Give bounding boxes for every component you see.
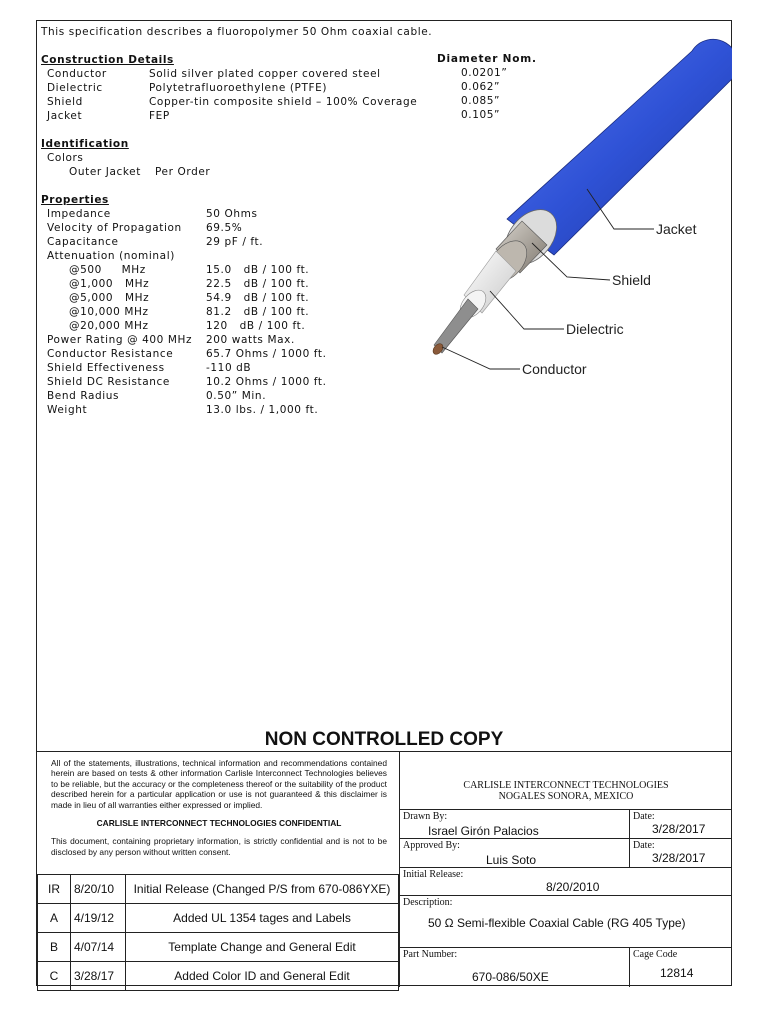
drawn-by-label: Drawn By: bbox=[403, 811, 448, 822]
property-name: @1,000 MHz bbox=[69, 278, 150, 290]
identification-section bbox=[41, 137, 341, 179]
property-name: Bend Radius bbox=[47, 390, 120, 402]
coax-cable-illustration bbox=[392, 29, 732, 381]
diameter-value: 0.105” bbox=[461, 109, 501, 121]
revision-description: Added UL 1354 tages and Labels bbox=[126, 904, 399, 933]
property-row bbox=[41, 221, 401, 235]
property-value: 15.0 dB / 100 ft. bbox=[206, 264, 310, 276]
property-name: Power Rating @ 400 MHz bbox=[47, 334, 193, 346]
outer-jacket-value: Per Order bbox=[155, 166, 211, 178]
property-row bbox=[41, 235, 401, 249]
drawn-by-cell bbox=[400, 810, 630, 839]
part-number-label: Part Number: bbox=[403, 949, 458, 960]
diameter-value: 0.0201” bbox=[461, 67, 508, 79]
initial-release-label: Initial Release: bbox=[403, 869, 464, 880]
confidential-title: CARLISLE INTERCONNECT TECHNOLOGIES CONFIDENTIAL bbox=[96, 818, 342, 829]
property-name: @5,000 MHz bbox=[69, 292, 150, 304]
property-name: Conductor Resistance bbox=[47, 348, 174, 360]
property-name: Shield DC Resistance bbox=[47, 376, 170, 388]
company-name: CARLISLE INTERCONNECT TECHNOLOGIES bbox=[463, 780, 669, 791]
property-value: 0.50” Min. bbox=[206, 390, 267, 402]
property-value: 22.5 dB / 100 ft. bbox=[206, 278, 310, 290]
revision-date: 4/07/14 bbox=[71, 933, 126, 962]
colors-label: Colors bbox=[47, 152, 84, 164]
property-row bbox=[41, 389, 401, 403]
properties-section bbox=[41, 193, 401, 417]
properties-title: Properties bbox=[41, 194, 109, 206]
property-value: 81.2 dB / 100 ft. bbox=[206, 306, 310, 318]
non-controlled-copy-heading: NON CONTROLLED COPY bbox=[264, 729, 504, 750]
property-row bbox=[41, 333, 401, 347]
property-value: 29 pF / ft. bbox=[206, 236, 264, 248]
property-row bbox=[41, 263, 401, 277]
construction-part-desc: Copper-tin composite shield – 100% Coverage bbox=[149, 96, 418, 108]
property-name: @10,000 MHz bbox=[69, 306, 149, 318]
spec-sheet bbox=[36, 20, 732, 986]
spec-description: This specification describes a fluoropolymer 50 Ohm coaxial cable. bbox=[41, 26, 433, 38]
conductor-shape bbox=[431, 299, 478, 356]
description-value: 50 Ω Semi-flexible Coaxial Cable (RG 405 Type) bbox=[428, 916, 686, 930]
identification-title: Identification bbox=[41, 138, 129, 150]
revision-letter: C bbox=[38, 962, 71, 991]
company-location: NOGALES SONORA, MEXICO bbox=[498, 791, 634, 802]
property-value: 200 watts Max. bbox=[206, 334, 295, 346]
property-row bbox=[41, 403, 401, 417]
revision-table bbox=[37, 874, 399, 987]
property-row bbox=[41, 277, 401, 291]
initial-release-cell bbox=[400, 868, 732, 896]
property-value: 10.2 Ohms / 1000 ft. bbox=[206, 376, 327, 388]
drawn-date-value: 3/28/2017 bbox=[652, 822, 706, 836]
approved-date-cell bbox=[630, 839, 732, 868]
approved-by-value: Luis Soto bbox=[486, 853, 537, 867]
revision-row bbox=[38, 904, 399, 933]
construction-part-name: Jacket bbox=[47, 110, 83, 122]
jacket-label: Jacket bbox=[656, 221, 697, 237]
property-name: Velocity of Propagation bbox=[47, 222, 182, 234]
diameter-value: 0.085” bbox=[461, 95, 501, 107]
company-cell bbox=[400, 752, 732, 810]
property-value: 50 Ohms bbox=[206, 208, 258, 220]
disclaimer-block bbox=[37, 752, 399, 874]
approved-date-value: 3/28/2017 bbox=[652, 851, 706, 865]
property-name: Shield Effectiveness bbox=[47, 362, 165, 374]
revision-letter: IR bbox=[38, 875, 71, 904]
title-block-right bbox=[399, 752, 732, 987]
disclaimer-text: All of the statements, illustrations, technical information and recommendations contained herein are based on tests & other information Carlisle Interconnect Technologies believes to be reliable, but the accuracy or the completeness thereof or the suitability of the product described herein for a particular application or use is not guaranteed & this disclaimer is made in lieu of all warranties either expressed or implied. bbox=[51, 758, 387, 810]
construction-row bbox=[41, 95, 441, 109]
property-row bbox=[41, 305, 401, 319]
part-number-cell bbox=[400, 948, 630, 987]
property-row bbox=[41, 361, 401, 375]
construction-part-desc: Polytetrafluoroethylene (PTFE) bbox=[149, 82, 328, 94]
property-value: 13.0 lbs. / 1,000 ft. bbox=[206, 404, 319, 416]
approved-date-label: Date: bbox=[633, 840, 655, 851]
properties-rows bbox=[41, 207, 401, 417]
revision-date: 8/20/10 bbox=[71, 875, 126, 904]
construction-title: Construction Details bbox=[41, 54, 174, 66]
construction-row bbox=[41, 109, 441, 123]
construction-part-name: Shield bbox=[47, 96, 83, 108]
cage-code-value: 12814 bbox=[660, 966, 694, 980]
property-value: 69.5% bbox=[206, 222, 243, 234]
property-row bbox=[41, 249, 401, 263]
construction-part-name: Conductor bbox=[47, 68, 107, 80]
revision-date: 4/19/12 bbox=[71, 904, 126, 933]
initial-release-value: 8/20/2010 bbox=[546, 880, 600, 894]
property-name: Capacitance bbox=[47, 236, 119, 248]
description-cell bbox=[400, 896, 732, 948]
property-value: -110 dB bbox=[206, 362, 252, 374]
description-label: Description: bbox=[403, 897, 453, 908]
construction-part-desc: FEP bbox=[149, 110, 170, 122]
revision-date: 3/28/17 bbox=[71, 962, 126, 991]
property-name: @500 MHz bbox=[69, 264, 146, 276]
construction-row bbox=[41, 67, 441, 81]
revision-letter: A bbox=[38, 904, 71, 933]
property-value: 54.9 dB / 100 ft. bbox=[206, 292, 310, 304]
revision-letter: B bbox=[38, 933, 71, 962]
diameter-value: 0.062” bbox=[461, 81, 501, 93]
property-value: 120 dB / 100 ft. bbox=[206, 320, 306, 332]
approved-by-label: Approved By: bbox=[403, 840, 460, 851]
construction-row bbox=[41, 81, 441, 95]
property-row bbox=[41, 291, 401, 305]
property-row bbox=[41, 375, 401, 389]
confidential-text: This document, containing proprietary information, is strictly confidential and is not to be disclosed by any person without written consent. bbox=[51, 836, 387, 857]
property-name: Attenuation (nominal) bbox=[47, 250, 175, 262]
part-number-value: 670-086/50XE bbox=[472, 970, 549, 984]
revision-row bbox=[38, 875, 399, 904]
dielectric-label: Dielectric bbox=[566, 321, 624, 337]
cage-code-cell bbox=[630, 948, 732, 987]
revision-description: Template Change and General Edit bbox=[126, 933, 399, 962]
revision-description: Initial Release (Changed P/S from 670-086YXE) bbox=[126, 875, 399, 904]
property-name: Impedance bbox=[47, 208, 111, 220]
cage-code-label: Cage Code bbox=[633, 949, 678, 960]
approved-by-cell bbox=[400, 839, 630, 868]
outer-jacket-label: Outer Jacket bbox=[69, 166, 141, 178]
diameter-title: Diameter Nom. bbox=[437, 53, 537, 65]
construction-rows bbox=[41, 67, 441, 123]
property-value: 65.7 Ohms / 1000 ft. bbox=[206, 348, 327, 360]
revision-row bbox=[38, 962, 399, 991]
property-name: @20,000 MHz bbox=[69, 320, 149, 332]
revision-row bbox=[38, 933, 399, 962]
revision-description: Added Color ID and General Edit bbox=[126, 962, 399, 991]
construction-part-desc: Solid silver plated copper covered steel bbox=[149, 68, 381, 80]
drawn-date-cell bbox=[630, 810, 732, 839]
property-row bbox=[41, 207, 401, 221]
drawn-date-label: Date: bbox=[633, 811, 655, 822]
shield-label: Shield bbox=[612, 272, 651, 288]
conductor-label: Conductor bbox=[522, 361, 587, 377]
construction-part-name: Dielectric bbox=[47, 82, 103, 94]
drawn-by-value: Israel Girón Palacios bbox=[428, 824, 539, 838]
property-row bbox=[41, 319, 401, 333]
construction-section bbox=[41, 53, 441, 123]
property-name: Weight bbox=[47, 404, 88, 416]
title-block bbox=[37, 751, 731, 987]
property-row bbox=[41, 347, 401, 361]
